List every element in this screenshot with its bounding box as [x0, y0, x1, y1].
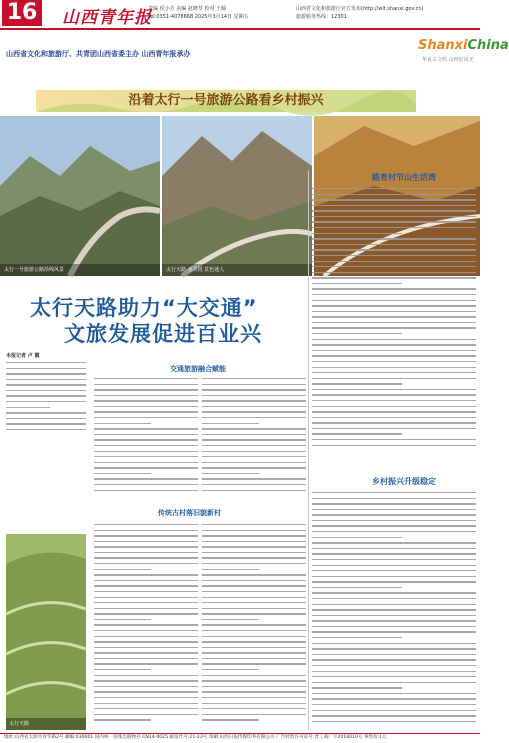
text-line [312, 698, 476, 699]
text-line [312, 238, 476, 239]
text-line [202, 552, 306, 553]
text-line [312, 525, 476, 526]
text-line [202, 686, 306, 687]
photo-caption-left: 太行一号旅游公路沿线风景 [4, 267, 65, 273]
text-line [202, 490, 306, 491]
text-line [94, 624, 198, 625]
organizer-band: 山西省文化和旅游厅、共青团山西省委主办 山西青年报承办 [6, 50, 191, 58]
text-line [94, 451, 198, 452]
text-line [94, 406, 198, 407]
text-line [312, 687, 402, 688]
text-line [94, 574, 198, 575]
text-line [94, 602, 198, 603]
text-line [312, 445, 476, 446]
text-line [202, 719, 259, 720]
headline-line2: 文旅发展促进百业兴 [64, 322, 262, 346]
text-line [312, 715, 476, 716]
text-line [94, 608, 198, 609]
text-line [312, 316, 476, 317]
text-line [94, 541, 198, 542]
text-line [94, 467, 198, 468]
terraced-village-image [6, 534, 86, 730]
text-line [312, 327, 476, 328]
text-line [312, 400, 476, 401]
text-line [202, 462, 306, 463]
text-line [94, 569, 151, 570]
text-line [94, 597, 198, 598]
text-line [94, 580, 198, 581]
photo-caption-bottom: 太行天路 [9, 721, 30, 727]
text-line [312, 570, 476, 571]
text-line [312, 422, 476, 423]
text-lines [312, 492, 476, 722]
text-line [312, 355, 476, 356]
text-line [94, 478, 198, 479]
article-intro [6, 362, 86, 440]
text-line [6, 429, 86, 430]
text-line [202, 406, 306, 407]
text-line [312, 428, 476, 429]
text-line [312, 439, 476, 440]
text-line [312, 676, 476, 677]
text-line [312, 626, 476, 627]
text-line [312, 520, 476, 521]
page-number: 16 [2, 0, 42, 26]
text-line [94, 613, 198, 614]
text-line [312, 620, 476, 621]
text-line [312, 531, 476, 532]
text-line [312, 216, 476, 217]
text-line [202, 395, 306, 396]
text-line [312, 604, 476, 605]
header-right-line1: 山西省文化和旅游厅官方发布(http://wlt.shanxi.gov.cn) [296, 6, 424, 12]
text-line [202, 434, 306, 435]
article-body-right-top [312, 188, 476, 454]
text-line [202, 714, 306, 715]
text-line [202, 663, 306, 664]
text-line [202, 691, 306, 692]
text-line [202, 697, 306, 698]
text-line [312, 417, 476, 418]
text-line [312, 350, 476, 351]
text-line [94, 445, 198, 446]
text-line [6, 373, 86, 374]
photo-mountain-road-left [0, 116, 160, 276]
text-line [202, 535, 306, 536]
text-line [312, 503, 476, 504]
text-line [202, 619, 259, 620]
text-line [312, 378, 476, 379]
article-body-s2-col1 [94, 524, 198, 728]
text-lines [94, 524, 198, 721]
cliff-road-image [162, 116, 312, 276]
text-line [312, 311, 476, 312]
text-line [202, 647, 306, 648]
text-line [202, 546, 306, 547]
text-line [312, 283, 402, 284]
text-line [202, 451, 306, 452]
text-line [94, 552, 198, 553]
text-line [202, 703, 306, 704]
text-line [202, 400, 306, 401]
text-line [94, 462, 198, 463]
mountain-road-image [0, 116, 160, 276]
text-line [312, 210, 476, 211]
text-line [202, 384, 306, 385]
text-line [94, 456, 198, 457]
text-line [312, 537, 402, 538]
text-line [94, 719, 151, 720]
text-line [94, 641, 198, 642]
text-line [312, 205, 476, 206]
photo-terraced-village [6, 534, 86, 730]
text-line [6, 362, 86, 363]
reporter-byline: 本报记者 卢 霞 [6, 353, 40, 359]
text-line [94, 378, 198, 379]
text-lines [312, 188, 476, 446]
text-line [312, 648, 476, 649]
banner-title: 沿着太行一号旅游公路看乡村振兴 [128, 93, 324, 108]
text-line [202, 680, 306, 681]
section-heading-s1: 交通旅游融合赋能 [170, 365, 226, 373]
text-line [202, 658, 306, 659]
text-line [312, 548, 476, 549]
text-line [202, 608, 306, 609]
text-line [202, 484, 306, 485]
text-line [312, 188, 476, 189]
text-line [202, 636, 306, 637]
text-line [94, 680, 198, 681]
text-line [94, 686, 198, 687]
text-line [312, 710, 476, 711]
text-line [202, 467, 306, 468]
text-line [202, 423, 259, 424]
text-line [312, 693, 476, 694]
article-body-s1-col1 [94, 378, 198, 496]
text-line [312, 514, 476, 515]
section-heading-r1: 路育村节山生活湾 [372, 173, 436, 182]
text-line [312, 288, 476, 289]
text-line [312, 406, 476, 407]
text-line [202, 613, 306, 614]
article-body-s1-col2 [202, 378, 306, 496]
text-line [312, 194, 476, 195]
text-line [94, 434, 198, 435]
text-line [94, 411, 198, 412]
text-line [312, 233, 402, 234]
text-line [312, 272, 476, 273]
text-line [6, 418, 86, 419]
text-line [312, 542, 476, 543]
text-line [202, 478, 306, 479]
text-line [312, 509, 476, 510]
text-line [202, 473, 259, 474]
text-line [312, 199, 476, 200]
header-rule [0, 28, 480, 30]
text-line [94, 630, 198, 631]
text-line [94, 697, 198, 698]
header-right-line2: 旅游服务热线：12301 [296, 14, 347, 20]
text-line [312, 637, 402, 638]
logo-main: Shanxi [418, 38, 468, 53]
text-line [312, 615, 476, 616]
text-line [94, 384, 198, 385]
text-line [202, 378, 306, 379]
text-line [202, 574, 306, 575]
text-line [312, 333, 402, 334]
text-line [202, 456, 306, 457]
article-body-s2-col2 [202, 524, 306, 728]
text-line [312, 367, 476, 368]
text-line [312, 361, 476, 362]
text-line [94, 658, 198, 659]
text-line [94, 400, 198, 401]
text-line [94, 703, 198, 704]
text-line [94, 647, 198, 648]
text-line [312, 433, 402, 434]
text-line [6, 390, 86, 391]
text-line [312, 492, 476, 493]
text-line [94, 473, 151, 474]
text-line [202, 439, 306, 440]
text-line [312, 266, 476, 267]
text-line [312, 665, 476, 666]
text-line [94, 490, 198, 491]
text-line [312, 255, 476, 256]
text-line [312, 654, 476, 655]
text-line [202, 530, 306, 531]
text-line [94, 423, 151, 424]
text-line [6, 423, 86, 424]
text-line [202, 541, 306, 542]
text-line [312, 559, 476, 560]
text-line [312, 643, 476, 644]
text-line [94, 417, 198, 418]
text-line [6, 401, 86, 402]
text-line [202, 591, 306, 592]
text-line [202, 580, 306, 581]
text-lines [202, 524, 306, 721]
text-line [94, 714, 198, 715]
text-line [6, 368, 86, 369]
text-line [94, 663, 198, 664]
text-line [312, 553, 476, 554]
text-lines [202, 378, 306, 491]
text-line [312, 300, 476, 301]
text-line [94, 669, 151, 670]
text-line [312, 344, 476, 345]
text-line [312, 721, 476, 722]
text-line [94, 439, 198, 440]
text-line [202, 630, 306, 631]
logo-subtitle: 华夏古文明 山西好风光 [422, 57, 474, 63]
text-line [94, 563, 198, 564]
header-meta-line1: 责编 侯小芳 美编 赵晓琴 校对 王佩 [148, 6, 226, 12]
text-line [312, 372, 476, 373]
text-line [312, 631, 476, 632]
text-line [312, 592, 476, 593]
text-line [312, 322, 476, 323]
text-line [94, 675, 198, 676]
text-line [202, 652, 306, 653]
text-line [94, 395, 198, 396]
photo-mountain-road-mid [162, 116, 312, 276]
footer-text: 地址:山西省太原市青年路2号 邮编:030001 国内统一连续出版物号 CN14-0025 邮发代号:21-23号 印刷:山西日报传媒印务有限公司 广告经营许可证号:晋工商广字2018010号 零售价:1元 [4, 735, 387, 740]
text-line [94, 585, 198, 586]
text-line [6, 384, 86, 385]
text-line [6, 407, 50, 408]
masthead: 山西青年报 [62, 8, 152, 28]
headline-line1: 太行天路助力“大交通” [30, 296, 258, 320]
article-body-right-bottom [312, 492, 476, 728]
logo-accent: China [467, 38, 509, 53]
text-line [202, 569, 259, 570]
text-line [94, 535, 198, 536]
text-line [312, 581, 476, 582]
text-line [312, 227, 476, 228]
text-lines [94, 378, 198, 491]
text-line [312, 244, 476, 245]
feature-banner [36, 90, 416, 112]
text-line [202, 557, 306, 558]
shanxi-china-logo [418, 38, 509, 53]
text-line [202, 417, 306, 418]
text-line [6, 395, 86, 396]
text-line [94, 484, 198, 485]
text-line [202, 597, 306, 598]
text-line [312, 305, 476, 306]
text-line [202, 708, 306, 709]
text-line [94, 546, 198, 547]
text-line [202, 624, 306, 625]
text-line [312, 682, 476, 683]
text-line [312, 704, 476, 705]
text-line [94, 591, 198, 592]
text-lines [6, 362, 86, 430]
text-line [312, 339, 476, 340]
section-heading-s2: 传统古村落旧貌新村 [158, 509, 221, 517]
text-line [312, 671, 476, 672]
text-line [94, 708, 198, 709]
text-line [94, 389, 198, 390]
text-line [202, 411, 306, 412]
section-heading-r2: 乡村振兴升级稳定 [372, 477, 436, 486]
text-line [312, 389, 476, 390]
text-line [312, 394, 476, 395]
text-line [312, 576, 476, 577]
header-meta-line2: Tel:0351-4078668 2025年3月14日 星期五 [148, 14, 249, 20]
text-line [202, 669, 259, 670]
text-line [94, 636, 198, 637]
text-line [312, 277, 476, 278]
text-line [6, 379, 86, 380]
text-line [202, 641, 306, 642]
text-line [202, 585, 306, 586]
text-line [94, 691, 198, 692]
text-line [312, 221, 476, 222]
text-line [312, 294, 476, 295]
text-line [312, 598, 476, 599]
text-line [312, 383, 402, 384]
text-line [202, 428, 306, 429]
text-line [202, 563, 306, 564]
text-line [312, 261, 476, 262]
text-line [312, 498, 476, 499]
text-line [94, 530, 198, 531]
text-line [312, 659, 476, 660]
text-line [6, 412, 86, 413]
text-line [312, 249, 476, 250]
text-line [312, 609, 476, 610]
text-line [202, 389, 306, 390]
text-line [312, 565, 476, 566]
text-line [94, 619, 151, 620]
text-line [312, 411, 476, 412]
photo-caption-mid: 太行天路·壶关段 景色迷人 [166, 267, 225, 273]
column-divider [308, 170, 309, 730]
text-line [202, 602, 306, 603]
text-line [94, 652, 198, 653]
text-line [312, 587, 402, 588]
text-line [202, 524, 306, 525]
text-line [94, 428, 198, 429]
text-line [202, 445, 306, 446]
text-line [94, 524, 198, 525]
text-line [202, 675, 306, 676]
text-line [94, 557, 198, 558]
